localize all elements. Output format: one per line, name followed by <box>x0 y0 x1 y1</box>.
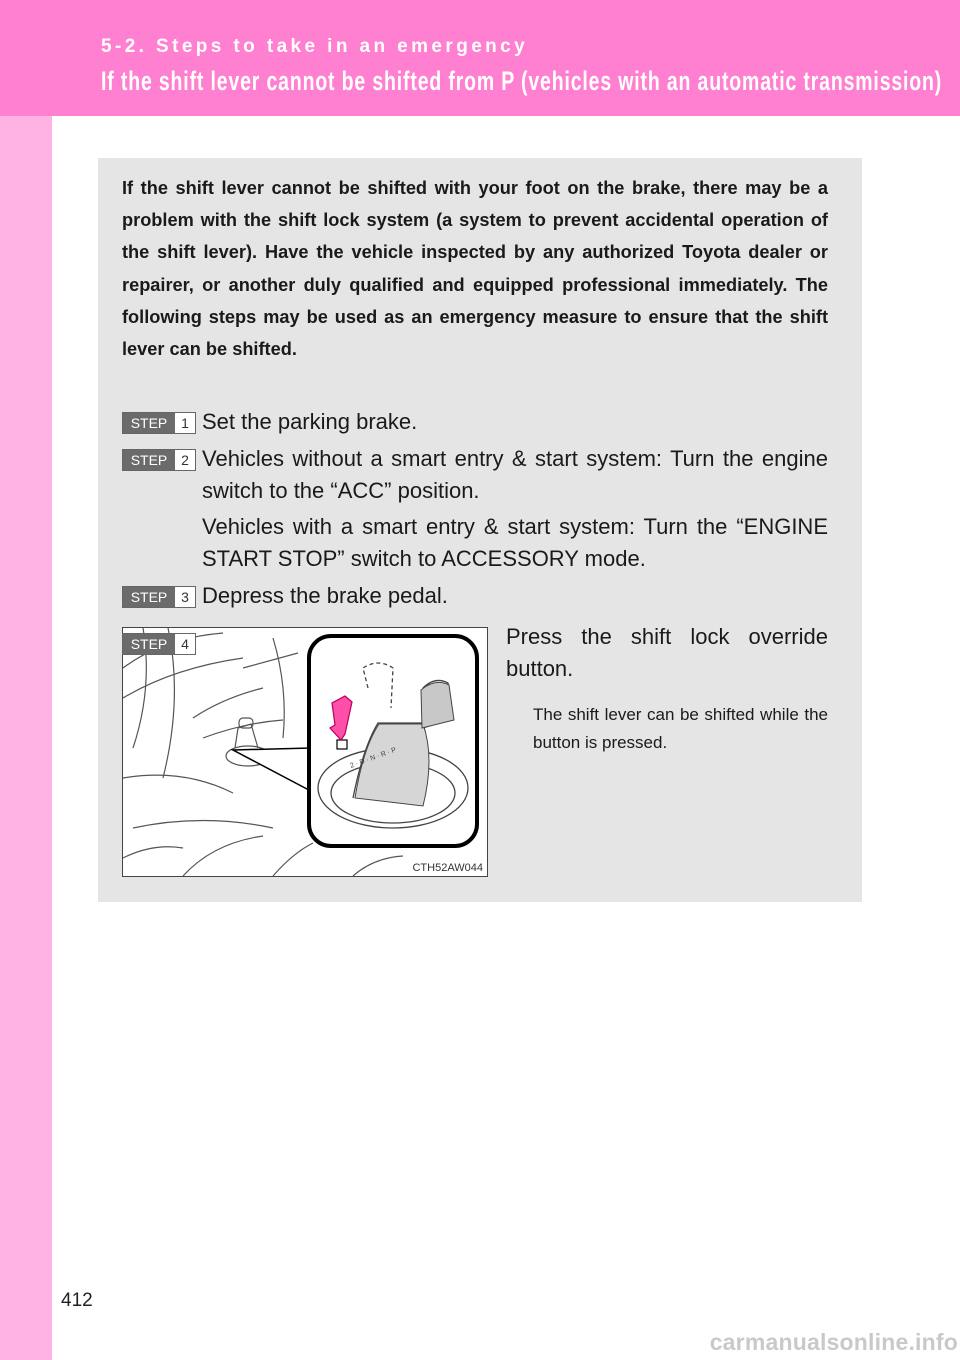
page-number: 412 <box>61 1290 93 1311</box>
step-1 <box>122 406 828 438</box>
step-badge: STEP 3 <box>122 586 196 608</box>
step-3 <box>122 580 828 612</box>
step-badge: STEP 2 <box>122 449 196 471</box>
step-2 <box>122 443 828 575</box>
step-text-alt: Vehicles with a smart entry & start system: Turn the “ENGINE START STOP” switch to ACCESSORY mode. <box>202 514 828 571</box>
step-4-text: Press the shift lock override button. <box>506 624 828 681</box>
illustration-code: CTH52AW044 <box>412 862 483 874</box>
step-text: Depress the brake pedal. <box>202 583 448 608</box>
step-4-note: The shift lever can be shifted while the button is pressed. <box>533 705 828 752</box>
illustration-drawing <box>123 628 487 876</box>
step-text: Vehicles without a smart entry & start system: Turn the engine switch to the “ACC” position. <box>202 446 828 503</box>
section-header <box>0 0 960 116</box>
shift-lever-illustration <box>122 627 488 877</box>
svg-text:2 · D · N · R · P: 2 · D · N · R · P <box>349 746 398 770</box>
margin-strip <box>0 116 52 1360</box>
section-label: 5-2. Steps to take in an emergency <box>101 36 529 57</box>
watermark: carmanualsonline.info <box>709 1329 958 1355</box>
intro-paragraph: If the shift lever cannot be shifted with your foot on the brake, there may be a problem with the shift lock system (a system to prevent accidental operation of the shift lever). Have the vehicle inspected by any authorized Toyota dealer or repairer, or another duly qualified and equipped professional immediately. The following steps may be used as an emergency measure to ensure that the shift lever can be shifted. <box>122 178 828 360</box>
page-title: If the shift lever cannot be shifted from P (vehicles with an automatic transmission) <box>101 66 943 96</box>
step-badge: STEP 4 <box>122 633 196 655</box>
step-badge: STEP 1 <box>122 412 196 434</box>
step-text: Set the parking brake. <box>202 409 418 434</box>
